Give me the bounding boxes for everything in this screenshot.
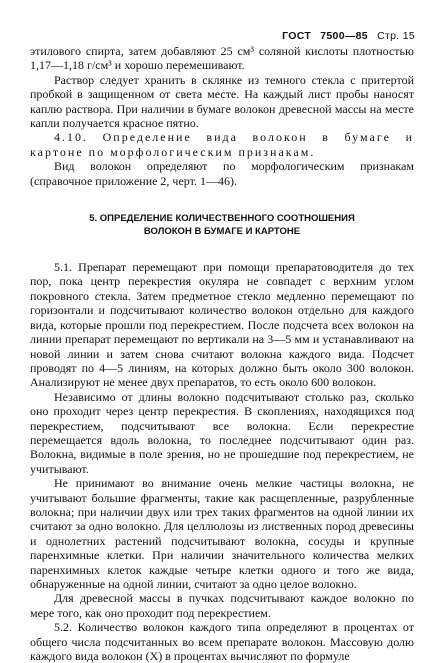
section-title-line: ВОЛОКОН В БУМАГЕ И КАРТОНЕ bbox=[143, 226, 301, 238]
document-body bbox=[30, 44, 414, 663]
paragraph: Для древесной массы в пучках подсчитывают каждое волокно по мере того, как оно проходит под перекрестием. bbox=[30, 591, 414, 620]
standard-label: ГОСТ bbox=[282, 30, 312, 42]
section-title bbox=[30, 212, 414, 238]
paragraph: Раствор следует хранить в склянке из темного стекла с притертой пробкой в защищенном от света месте. На каждый лист пробы наносят каплю раствора. При наличии в бумаге волокон древесной массы на месте капли получается красное пятно. bbox=[30, 72, 414, 131]
standard-number: 7500—85 bbox=[320, 30, 368, 42]
section-title-line: 5. ОПРЕДЕЛЕНИЕ КОЛИЧЕСТВЕННОГО СООТНОШЕНИЯ bbox=[89, 213, 355, 225]
paragraph: Независимо от длины волокно подсчитывают столько раз, сколько оно проходит через центр перекрестия. В скоплениях, находящихся под перекрестием, подсчитывают все волокна. Если перекрестие перемещается вдоль волокна, то последнее подсчитывают один раз. Волокна, видимые в поле зрения, но не прошедшие под перекрестием, не учитывают. bbox=[30, 389, 414, 476]
paragraph: Вид волокон определяют по морфологическим признакам (справочное приложение 2, черт. 1—46). bbox=[30, 159, 414, 188]
page-number: Стр. 15 bbox=[377, 30, 415, 42]
paragraph: 5.2. Количество волокон каждого типа определяют в процентах от общего числа подсчитанных во всем препарате волокон. Массовую долю каждого вида волокон (X) в процентах вычисляют по формуле bbox=[30, 620, 414, 663]
paragraph: Не принимают во внимание очень мелкие частицы волокна, не учитывают большие фрагменты, такие как расщепленные, разрубленные волокна; при наличии двух или трех таких фрагментов на одной линии их считают за одно волокно. Для целлюлозы из лиственных пород древесины и однолетних растений подсчитывают волокна, сосуды и крупные паренхимные клетки. При наличии значительного количества мелких паренхимных клеток каждые четыре клетки одного и того же вида, обнаруженные на одной линии, считают за одно целое волокно. bbox=[30, 476, 414, 591]
page-header bbox=[276, 30, 415, 42]
paragraph: этилового спирта, затем добавляют 25 см³ соляной кислоты плотностью 1,17—1,18 г/см³ и хорошо перемешивают. bbox=[30, 44, 414, 73]
clause-heading: 4.10. Определение вида волокон в бумаге и картоне по морфологическим признакам. bbox=[30, 130, 414, 159]
paragraph: 5.1. Препарат перемещают при помощи препаратоводителя до тех пор, пока центр перекрестия окуляра не совпадет с верхним углом покровного стекла. Затем предметное стекло медленно перемещают по горизонтали и подсчитывают количество волокон отдельно для каждого вида, которые прошли под перекрестием. После подсчета всех волокон на линии препарат перемещают по вертикали на 3—5 мм и устанавливают на новой линии и затем снова считают волокна каждого вида. Подсчет проводят по 4—5 линиям, на которых должно быть около 300 волокон. Анализируют не менее двух препаратов, то есть около 600 волокон. bbox=[30, 260, 414, 390]
